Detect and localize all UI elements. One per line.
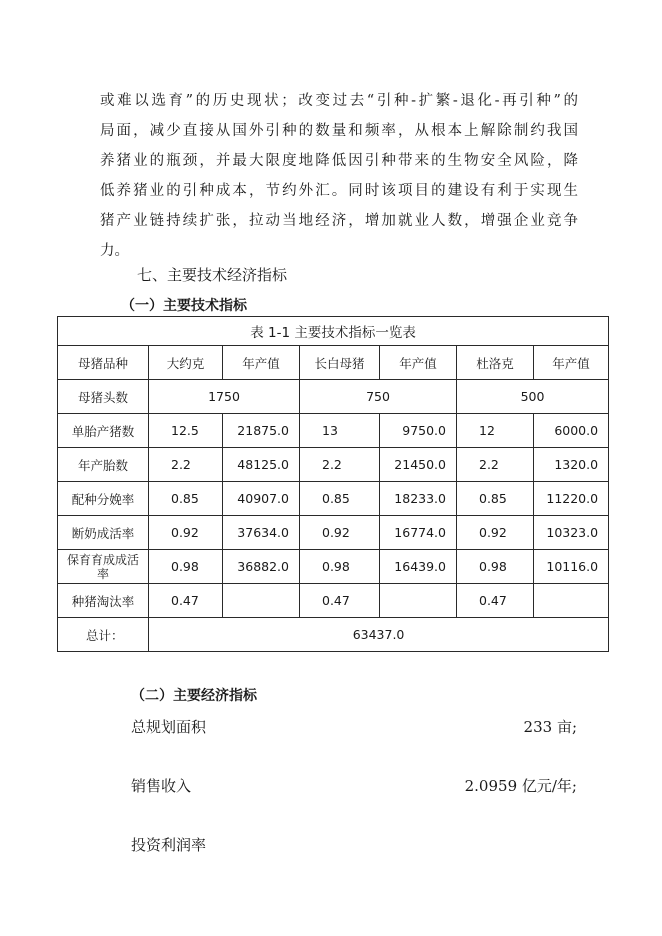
table-cell: 2.2 — [149, 448, 223, 482]
table-cell — [380, 584, 457, 618]
subsection-title-technical: （一）主要技术指标 — [121, 298, 247, 314]
table-cell — [223, 584, 300, 618]
economic-indicator-row — [131, 775, 577, 797]
table-cell: 2.2 — [300, 448, 380, 482]
table-cell: 12.5 — [149, 414, 223, 448]
table-row — [58, 584, 609, 618]
header-cell: 年产值 — [380, 346, 457, 380]
table-cell: 21875.0 — [223, 414, 300, 448]
row-label: 单胎产猪数 — [58, 414, 149, 448]
table-cell: 9750.0 — [380, 414, 457, 448]
table-cell: 11220.0 — [534, 482, 609, 516]
table-cell: 0.98 — [300, 550, 380, 584]
economic-label: 投资利润率 — [131, 836, 207, 854]
table-cell: 16439.0 — [380, 550, 457, 584]
table-cell: 0.85 — [457, 482, 534, 516]
row-label: 种猪淘汰率 — [58, 584, 149, 618]
table-cell: 16774.0 — [380, 516, 457, 550]
table-cell: 0.98 — [149, 550, 223, 584]
table-cell: 36882.0 — [223, 550, 300, 584]
economic-label: 总规划面积 — [131, 718, 207, 736]
table-row — [58, 516, 609, 550]
sow-count-yorkshire: 1750 — [149, 380, 300, 414]
sow-count-landrace: 750 — [300, 380, 457, 414]
table-cell: 0.85 — [300, 482, 380, 516]
table-cell: 0.47 — [149, 584, 223, 618]
table-cell — [534, 584, 609, 618]
paragraph-line: 养猪业的瓶颈，并最大限度地降低因引种带来的生物安全风险，降 — [100, 153, 578, 169]
table-cell: 0.47 — [457, 584, 534, 618]
intro-paragraph — [100, 86, 578, 266]
row-label: 保育育成成活率 — [58, 550, 149, 584]
table-cell: 21450.0 — [380, 448, 457, 482]
table-row — [58, 448, 609, 482]
paragraph-line: 或难以选育”的历史现状；改变过去“引种-扩繁-退化-再引种”的 — [100, 93, 578, 109]
table-row — [58, 550, 609, 584]
header-cell: 大约克 — [149, 346, 223, 380]
table-cell: 10323.0 — [534, 516, 609, 550]
table-cell: 0.92 — [457, 516, 534, 550]
table-caption-row — [58, 317, 609, 346]
header-cell: 年产值 — [223, 346, 300, 380]
paragraph-line: 力。 — [100, 243, 129, 259]
paragraph-line: 局面，减少直接从国外引种的数量和频率，从根本上解除制约我国 — [100, 123, 578, 139]
economic-indicator-row — [131, 834, 577, 856]
table-total-row — [58, 618, 609, 652]
table-row — [58, 482, 609, 516]
total-label: 总计： — [58, 618, 149, 652]
table-caption: 表 1-1 主要技术指标一览表 — [58, 317, 609, 346]
table-cell: 10116.0 — [534, 550, 609, 584]
table-cell: 0.85 — [149, 482, 223, 516]
table-cell: 13 — [300, 414, 380, 448]
table-cell: 12 — [457, 414, 534, 448]
table-cell: 2.2 — [457, 448, 534, 482]
table-cell: 1320.0 — [534, 448, 609, 482]
table-row — [58, 380, 609, 414]
header-cell: 年产值 — [534, 346, 609, 380]
table-cell: 48125.0 — [223, 448, 300, 482]
table-row — [58, 414, 609, 448]
economic-indicator-row — [131, 716, 577, 738]
table-cell: 40907.0 — [223, 482, 300, 516]
economic-label: 销售收入 — [131, 777, 192, 795]
economic-value: 233 亩; — [523, 718, 577, 736]
table-cell: 6000.0 — [534, 414, 609, 448]
header-cell: 长白母猪 — [300, 346, 380, 380]
table-cell: 0.98 — [457, 550, 534, 584]
sow-count-duroc: 500 — [457, 380, 609, 414]
table-header-row — [58, 346, 609, 380]
row-label: 配种分娩率 — [58, 482, 149, 516]
subsection-title-economic: （二）主要经济指标 — [131, 688, 257, 704]
row-label: 断奶成活率 — [58, 516, 149, 550]
table-cell: 18233.0 — [380, 482, 457, 516]
row-label: 母猪头数 — [58, 380, 149, 414]
table-cell: 0.92 — [300, 516, 380, 550]
row-label: 年产胎数 — [58, 448, 149, 482]
paragraph-line: 低养猪业的引种成本，节约外汇。同时该项目的建设有利于实现生 — [100, 183, 578, 199]
table-cell: 0.92 — [149, 516, 223, 550]
header-cell: 杜洛克 — [457, 346, 534, 380]
technical-indicators-table — [57, 316, 609, 652]
economic-value: 2.0959 亿元/年; — [464, 777, 577, 795]
table-cell: 37634.0 — [223, 516, 300, 550]
section-title: 七、主要技术经济指标 — [137, 266, 288, 284]
header-cell: 母猪品种 — [58, 346, 149, 380]
table-cell: 0.47 — [300, 584, 380, 618]
paragraph-line: 猪产业链持续扩张，拉动当地经济，增加就业人数，增强企业竞争 — [100, 213, 578, 229]
total-value: 63437.0 — [149, 618, 609, 652]
